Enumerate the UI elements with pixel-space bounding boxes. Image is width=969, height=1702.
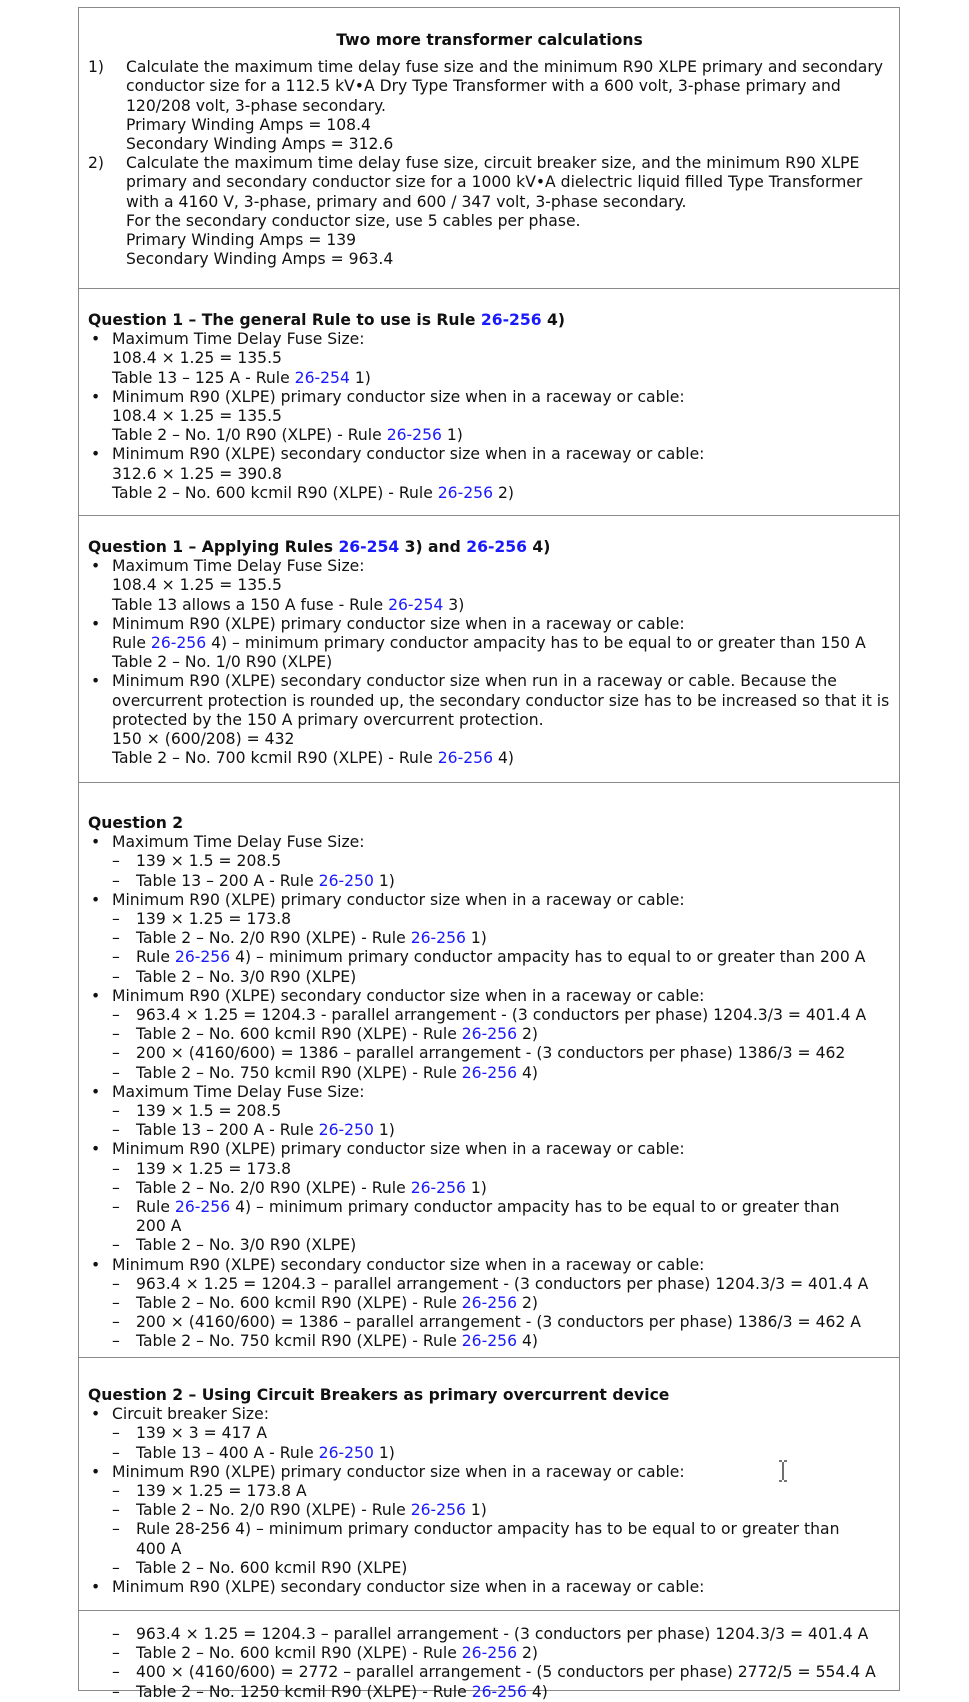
bullet-item: • Maximum Time Delay Fuse Size:	[88, 833, 891, 852]
calc-line: – 139 × 1.25 = 173.8	[88, 910, 891, 929]
item-text: Calculate the maximum time delay fuse size, circuit breaker size, and the minimum R90 XLPE primary and secondary conductor size for a 1000 kV•A dielectric liquid filled Type Transformer with a 4160 V, 3-phase, primary and 600 / 347 volt, 3-phase secondary.	[126, 154, 863, 211]
rule-link[interactable]: 26-250	[318, 871, 374, 890]
ref-line: – Table 2 – No. 600 kcmil R90 (XLPE) - Rule 26-256 2)	[88, 1025, 891, 1044]
rule-link[interactable]: 26-256	[410, 1501, 466, 1520]
section-heading: Question 2	[88, 814, 184, 832]
bullet-item: • Minimum R90 (XLPE) primary conductor size when in a raceway or cable:	[88, 1463, 891, 1482]
item-text: Calculate the maximum time delay fuse size and the minimum R90 XLPE primary and secondary conductor size for a 112.5 kV•A Dry Type Transformer with a 600 volt, 3-phase primary and 120/208 volt, 3-phase secondary.	[126, 58, 883, 115]
calc-line: – 139 × 1.5 = 208.5	[88, 852, 891, 871]
rule-link[interactable]: 26-256	[410, 1178, 466, 1197]
rule-link[interactable]: 26-256	[174, 1198, 231, 1217]
calc-line: – 139 × 3 = 417 A	[88, 1424, 891, 1443]
rule-line-cont: 400 A	[136, 1539, 182, 1558]
rule-link[interactable]: 26-256	[174, 948, 231, 967]
ref-line: Table 2 – No. 1/0 R90 (XLPE) - Rule 26-256 1)	[112, 426, 463, 445]
rule-link[interactable]: 26-256	[461, 1644, 517, 1663]
calc-line: – 200 × (4160/600) = 1386 – parallel arrangement - (3 conductors per phase) 1386/3 = 462	[88, 1044, 891, 1063]
bullet-item: • Maximum Time Delay Fuse Size:	[88, 1083, 891, 1102]
bullet-item: • Minimum R90 (XLPE) primary conductor size when in a raceway or cable:	[88, 615, 891, 634]
ref-line: Table 2 – No. 700 kcmil R90 (XLPE) - Rule 26-256 4)	[112, 749, 514, 768]
item-text: For the secondary conductor size, use 5 cables per phase.	[126, 211, 581, 230]
calc-line: – 400 × (4160/600) = 2772 – parallel arrangement - (5 conductors per phase) 2772/5 = 554.4 A	[88, 1663, 891, 1682]
q1-general-section	[79, 288, 899, 515]
rule-link[interactable]: 26-254	[294, 368, 350, 387]
item-text: Secondary Winding Amps = 312.6	[126, 135, 394, 154]
rule-link[interactable]: 26-250	[318, 1443, 374, 1462]
rule-line: – Rule 28-256 4) – minimum primary conductor ampacity has to be equal to or greater than	[88, 1520, 891, 1539]
calc-line: – 963.4 × 1.25 = 1204.3 – parallel arrangement - (3 conductors per phase) 1204.3/3 = 401.4 A	[88, 1625, 891, 1644]
calc-line: – 963.4 × 1.25 = 1204.3 - parallel arrangement - (3 conductors per phase) 1204.3/3 = 401.4 A	[88, 1006, 891, 1025]
calc-line: 150 × (600/208) = 432	[112, 730, 295, 749]
bullet-item: • Minimum R90 (XLPE) primary conductor size when in a raceway or cable:	[88, 388, 891, 407]
q1-applying-section	[79, 515, 899, 782]
ref-line: Table 2 – No. 600 kcmil R90 (XLPE) - Rule 26-256 2)	[112, 483, 514, 502]
table-line: – Table 2 – No. 600 kcmil R90 (XLPE)	[88, 1559, 891, 1578]
text-cursor-icon	[777, 1460, 789, 1482]
ref-line: – Table 2 – No. 750 kcmil R90 (XLPE) - Rule 26-256 4)	[88, 1064, 891, 1083]
ref-line: – Table 13 – 400 A - Rule 26-250 1)	[88, 1444, 891, 1463]
bullet-item: • Maximum Time Delay Fuse Size:	[88, 557, 891, 576]
calc-line: 108.4 × 1.25 = 135.5	[112, 349, 282, 368]
rule-link[interactable]: 26-256	[466, 538, 527, 556]
calc-line: 312.6 × 1.25 = 390.8	[112, 464, 282, 483]
intro-section	[79, 8, 899, 288]
rule-link[interactable]: 26-256	[437, 749, 493, 768]
ref-line: Table 13 allows a 150 A fuse - Rule 26-254 3)	[112, 595, 465, 614]
calc-line: 108.4 × 1.25 = 135.5	[112, 407, 282, 426]
rule-link[interactable]: 26-256	[150, 634, 207, 653]
section-heading: Question 2 – Using Circuit Breakers as primary overcurrent device	[88, 1386, 670, 1404]
calc-line: – 139 × 1.5 = 208.5	[88, 1102, 891, 1121]
rule-line: Rule 26-256 4) – minimum primary conductor ampacity has to be equal to or greater than 150 A	[112, 634, 866, 653]
rule-link[interactable]: 26-250	[318, 1121, 374, 1140]
rule-link[interactable]: 26-254	[388, 595, 444, 614]
bullet-item: • Minimum R90 (XLPE) primary conductor size when in a raceway or cable:	[88, 1140, 891, 1159]
rule-link[interactable]: 26-256	[471, 1682, 527, 1701]
rule-link[interactable]: 26-256	[410, 929, 466, 948]
list-item	[88, 58, 891, 154]
item-number: 1)	[88, 58, 105, 77]
calc-line: – 139 × 1.25 = 173.8 A	[88, 1482, 891, 1501]
bullet-item: • Maximum Time Delay Fuse Size:	[88, 330, 891, 349]
bullet-item: • Minimum R90 (XLPE) secondary conductor size when in a raceway or cable:	[88, 445, 891, 464]
table-line: – Table 2 – No. 3/0 R90 (XLPE)	[88, 1236, 891, 1255]
rule-link[interactable]: 26-256	[461, 1063, 517, 1082]
document-page	[78, 7, 900, 1701]
ref-line: – Table 2 – No. 2/0 R90 (XLPE) - Rule 26-256 1)	[88, 1179, 891, 1198]
rule-link[interactable]: 26-256	[461, 1294, 517, 1313]
table-line: – Table 2 – No. 3/0 R90 (XLPE)	[88, 968, 891, 987]
ref-line: – Table 2 – No. 2/0 R90 (XLPE) - Rule 26-256 1)	[88, 1501, 891, 1520]
bullet-item: • Minimum R90 (XLPE) secondary conductor size when in a raceway or cable:	[88, 987, 891, 1006]
section-heading: Question 1 – The general Rule to use is Rule 26-256 4)	[88, 311, 566, 329]
calc-line: – 963.4 × 1.25 = 1204.3 – parallel arrangement - (3 conductors per phase) 1204.3/3 = 401.4 A	[88, 1275, 891, 1294]
ref-line: Table 13 – 125 A - Rule 26-254 1)	[112, 368, 371, 387]
rule-link[interactable]: 26-254	[338, 538, 400, 556]
ref-line: – Table 2 – No. 750 kcmil R90 (XLPE) - Rule 26-256 4)	[88, 1332, 891, 1351]
table-line: Table 2 – No. 1/0 R90 (XLPE)	[112, 653, 333, 672]
ref-line: – Table 2 – No. 600 kcmil R90 (XLPE) - Rule 26-256 2)	[88, 1294, 891, 1313]
ref-line: – Table 2 – No. 600 kcmil R90 (XLPE) - Rule 26-256 2)	[88, 1644, 891, 1663]
rule-link[interactable]: 26-256	[480, 311, 542, 329]
list-item	[88, 154, 891, 269]
calc-line: 108.4 × 1.25 = 135.5	[112, 576, 282, 595]
ref-line: – Table 2 – No. 2/0 R90 (XLPE) - Rule 26-256 1)	[88, 929, 891, 948]
item-text: Primary Winding Amps = 139	[126, 231, 357, 250]
rule-line: – Rule 26-256 4) – minimum primary conductor ampacity has to equal to or greater than 200 A	[88, 948, 891, 967]
bullet-item: • Circuit breaker Size:	[88, 1405, 891, 1424]
bullet-item: • Minimum R90 (XLPE) secondary conductor size when in a raceway or cable:	[88, 1256, 891, 1275]
item-number: 2)	[88, 154, 105, 173]
item-text: Secondary Winding Amps = 963.4	[126, 250, 394, 269]
ref-line: – Table 2 – No. 1250 kcmil R90 (XLPE) - Rule 26-256 4)	[88, 1683, 891, 1702]
rule-line-cont: 200 A	[136, 1217, 182, 1236]
section-heading: Question 1 – Applying Rules 26-254 3) and 26-256 4)	[88, 538, 551, 556]
ref-line: – Table 13 – 200 A - Rule 26-250 1)	[88, 872, 891, 891]
page-title: Two more transformer calculations	[336, 31, 643, 49]
rule-line: – Rule 26-256 4) – minimum primary conductor ampacity has to be equal to or greater than	[88, 1198, 891, 1217]
item-text: Primary Winding Amps = 108.4	[126, 115, 371, 134]
bullet-item: • Minimum R90 (XLPE) primary conductor size when in a raceway or cable:	[88, 891, 891, 910]
bullet-item: • Minimum R90 (XLPE) secondary conductor size when in a raceway or cable:	[88, 1578, 891, 1597]
q2-section	[79, 782, 899, 1357]
rule-link[interactable]: 26-256	[386, 426, 442, 445]
q2-circuit-breaker-section	[79, 1357, 899, 1610]
rule-link[interactable]: 26-256	[437, 483, 493, 502]
ref-line: – Table 13 – 200 A - Rule 26-250 1)	[88, 1121, 891, 1140]
bullet-item: • Minimum R90 (XLPE) secondary conductor size when run in a raceway or cable. Because the overcurrent protection is rounded up, the secondary conductor size has to be increased so that it is protected by the 150 A primary overcurrent protection.	[88, 672, 891, 730]
rule-link[interactable]: 26-256	[461, 1025, 517, 1044]
calc-line: – 139 × 1.25 = 173.8	[88, 1160, 891, 1179]
calc-line: – 200 × (4160/600) = 1386 – parallel arrangement - (3 conductors per phase) 1386/3 = 462 A	[88, 1313, 891, 1332]
rule-link[interactable]: 26-256	[461, 1332, 517, 1351]
q2-circuit-breaker-continued	[79, 1610, 899, 1701]
